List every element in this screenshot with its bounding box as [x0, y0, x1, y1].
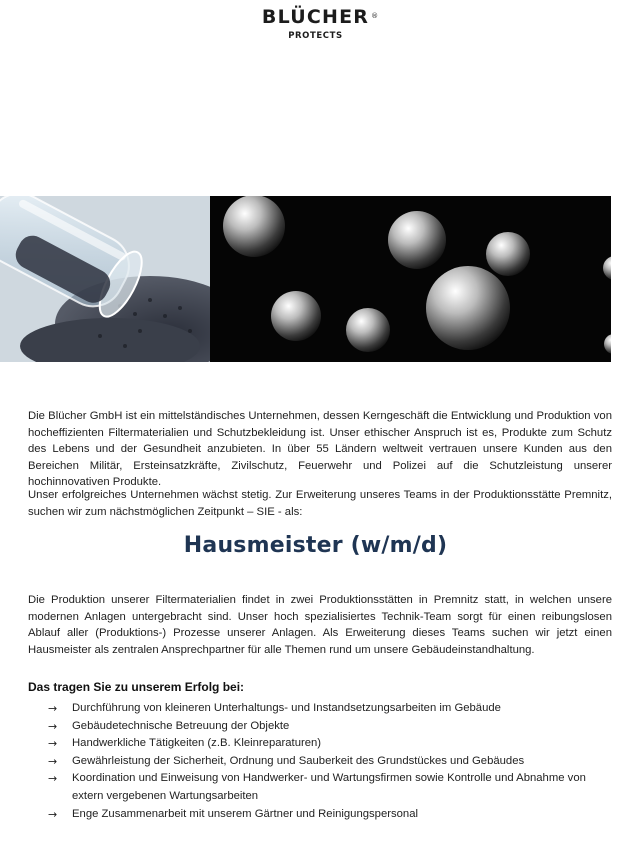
glass-vial-illustration — [0, 196, 210, 362]
list-item — [0, 718, 631, 736]
duty-text: Gebäudetechnische Betreuung der Objekte — [72, 719, 290, 732]
logo-name: BLÜCHER — [261, 6, 370, 28]
arrow-right-icon: → — [48, 702, 58, 715]
logo-wordmark — [261, 6, 379, 28]
logo-tagline: PROTECTS — [288, 31, 343, 41]
list-item — [0, 806, 631, 824]
job-title: Hausmeister (w/m/d) — [183, 533, 448, 558]
job-description-paragraph: Die Produktion unserer Filtermaterialien findet in zwei Produktionsstätten in Premnitz statt, in welchen unsere modernen Anlagen untergebracht sind. Unser hoch spezialisiertes Technik-Team sorgt für einen reibungslosen Ablauf aller (Produktions-) Prozesse unserer Anlagen. Als Erweiterung dieses Teams suchen wir jetzt einen Hausmeister als zentralen Ansprechpartner für alle Themen rund um unsere Gebäudeinstandhaltung. — [28, 594, 612, 656]
list-item — [0, 735, 631, 753]
duty-text: Handwerkliche Tätigkeiten (z.B. Kleinreparaturen) — [72, 737, 322, 750]
hero-image-spheres — [210, 196, 611, 362]
list-item — [0, 753, 631, 771]
company-logo — [0, 6, 631, 41]
duty-text: Gewährleistung der Sicherheit, Ordnung und Sauberkeit des Grundstückes und Gebäudes — [72, 754, 525, 767]
arrow-right-icon: → — [48, 719, 58, 733]
list-item — [0, 770, 631, 805]
intro-paragraph-growth: Unser erfolgreiches Unternehmen wächst stetig. Zur Erweiterung unseres Teams in der Produktionsstätte Premnitz, suchen wir zum nächstmöglichen Zeitpunkt – SIE - als: — [28, 489, 612, 518]
duty-text: Durchführung von kleineren Unterhaltungs- und Instandsetzungsarbeiten im Gebäude — [72, 702, 501, 714]
logo-registered-mark: ® — [371, 12, 379, 20]
arrow-right-icon: → — [48, 754, 58, 768]
spheres-illustration — [210, 196, 611, 362]
duties-heading: Das tragen Sie zu unserem Erfolg bei: — [28, 680, 245, 694]
arrow-right-icon: → — [48, 737, 58, 751]
hero-image-vial — [0, 196, 210, 362]
hero-images — [0, 196, 611, 362]
arrow-right-icon: → — [48, 772, 58, 786]
intro-paragraph-company: Die Blücher GmbH ist ein mittelständisches Unternehmen, dessen Kerngeschäft die Entwicklung und Produktion von hocheffizienten Filtermaterialien und Schutzbekleidung ist. Unser ethischer Anspruch ist es, Produkte zum Schutz des Lebens und der Gesundheit anzubieten. In über 55 Ländern weltweit vertrauen unsere Kunden aus den Bereichen Militär, Ersteinsatzkräfte, Zivilschutz, Feuerwehr und Polizei auf die Schutzleistung unserer hochinnovativen Produkte. — [28, 410, 612, 489]
list-item — [0, 700, 631, 718]
duty-text: Koordination und Einweisung von Handwerker- und Wartungsfirmen sowie Kontrolle und Abnahme von extern vergebenen Wartungsarbeiten — [72, 772, 586, 802]
duty-text: Enge Zusammenarbeit mit unserem Gärtner und Reinigungspersonal — [72, 807, 418, 820]
duties-list — [0, 700, 631, 823]
arrow-right-icon: → — [48, 807, 58, 821]
